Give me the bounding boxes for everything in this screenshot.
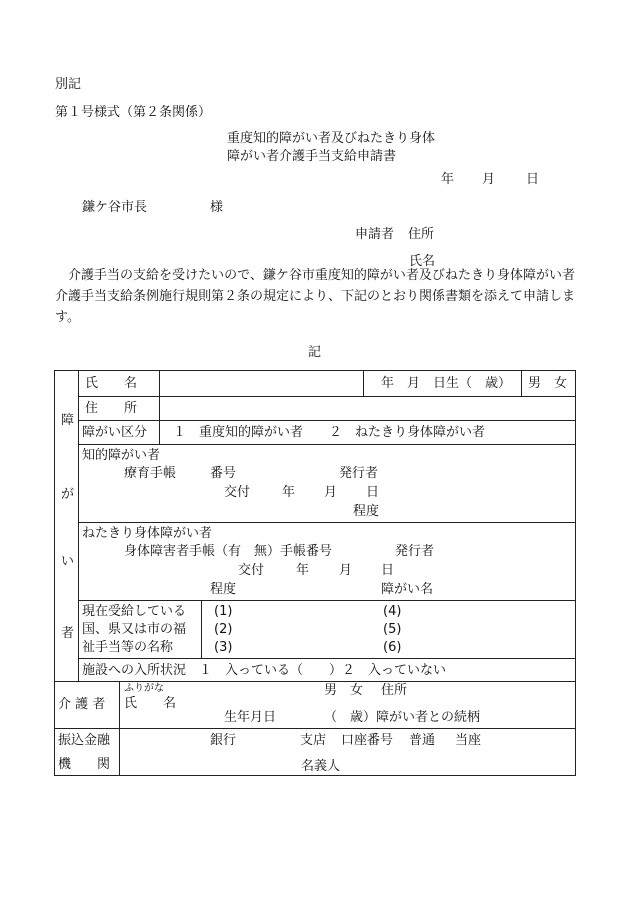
welfare-item-3: (3) — [214, 640, 233, 655]
account-holder-label: 名義人 — [301, 759, 341, 774]
address-label: 住 所 — [85, 401, 138, 416]
form-number: 第１号様式（第２条関係） — [55, 105, 212, 120]
category-label: 障がい区分 — [82, 425, 148, 440]
applicant-name-label: 氏名 — [409, 254, 436, 269]
appendix-label: 別記 — [55, 77, 82, 92]
book-year: 年 — [296, 563, 310, 578]
ryoiku-issued-label: 交付 — [224, 485, 251, 500]
table-rule — [78, 396, 576, 397]
welfare-item-1: (1) — [214, 604, 233, 619]
book-issued-label: 交付 — [238, 563, 265, 578]
welfare-item-6: (6) — [383, 640, 402, 655]
account-type-ordinary[interactable]: 普通 — [409, 733, 436, 748]
disability-book-label: 身体障害者手帳（有 無）手帳番号 — [124, 544, 333, 559]
table-rule — [78, 444, 576, 445]
application-statement: 介護手当の支給を受けたいので、鎌ケ谷市重度知的障がい者及びねたきり身体障がい者介護手当支給条例施行規則第２条の規定により、下記のとおり関係書類を添えて申請します。 — [55, 268, 576, 325]
table-rule — [78, 420, 576, 421]
account-number-label: 口座番号 — [341, 733, 394, 748]
bank-label-line2: 機 関 — [58, 757, 111, 772]
honorific: 様 — [210, 200, 224, 215]
bank-label-line1: 振込金融 — [58, 733, 111, 748]
ryoiku-degree-label: 程度 — [353, 504, 380, 519]
name-label: 氏 名 — [85, 376, 138, 391]
ryoiku-issuer-label: 発行者 — [339, 466, 379, 481]
book-issuer-label: 発行者 — [395, 544, 435, 559]
welfare-label-line3: 祉手当等の名称 — [82, 640, 174, 655]
book-degree-label: 程度 — [210, 582, 237, 597]
table-rule — [54, 728, 576, 729]
side-label-i: い — [61, 554, 75, 569]
table-rule — [78, 600, 576, 601]
applicant-label: 申請者 — [355, 227, 395, 242]
caregiver-gender[interactable]: 男 女 — [324, 683, 364, 698]
table-rule — [78, 522, 576, 523]
ryoiku-number-label: 番号 — [210, 466, 237, 481]
table-rule — [363, 370, 364, 396]
date-month: 月 — [482, 172, 496, 187]
ki-heading: 記 — [308, 345, 322, 360]
table-rule — [159, 370, 160, 444]
table-rule — [119, 681, 120, 776]
book-month: 月 — [339, 563, 353, 578]
table-rule — [521, 370, 522, 396]
birth-date-label: 年 月 日生（ 歳） — [381, 376, 512, 391]
caregiver-birth-label: 生年月日 — [224, 710, 277, 725]
category-options[interactable]: １ 重度知的障がい者 ２ ねたきり身体障がい者 — [173, 425, 486, 440]
date-year: 年 — [441, 172, 455, 187]
disability-name-label: 障がい名 — [381, 582, 434, 597]
gender-options[interactable]: 男 女 — [528, 376, 568, 391]
ryoiku-day: 日 — [366, 485, 380, 500]
caregiver-label: 介 護 者 — [58, 697, 106, 712]
table-rule — [78, 370, 79, 681]
ryoiku-month: 月 — [324, 485, 338, 500]
address-field[interactable] — [162, 398, 572, 418]
ryoiku-label: 療育手帳 — [124, 466, 177, 481]
welfare-label-line1: 現在受給している — [82, 604, 187, 619]
caregiver-furigana-label: ふりがな — [124, 683, 164, 694]
name-field[interactable] — [162, 373, 360, 393]
caregiver-address-label: 住所 — [381, 683, 408, 698]
caregiver-relation-label: （ 歳）障がい者との続柄 — [324, 710, 481, 725]
date-day: 日 — [526, 172, 540, 187]
branch-label: 支店 — [300, 733, 327, 748]
welfare-item-4: (4) — [383, 604, 402, 619]
intellectual-heading: 知的障がい者 — [82, 448, 161, 463]
table-rule — [54, 681, 576, 682]
side-label-ga: が — [61, 487, 75, 502]
bank-name-label: 銀行 — [210, 733, 237, 748]
welfare-label-line2: 国、県又は市の福 — [82, 622, 187, 637]
welfare-item-5: (5) — [383, 622, 402, 637]
table-rule — [78, 658, 576, 659]
applicant-address-label: 住所 — [408, 227, 435, 242]
side-label-sho: 障 — [61, 413, 75, 428]
caregiver-name-label: 氏 名 — [124, 696, 177, 711]
book-day: 日 — [381, 563, 395, 578]
addressee: 鎌ケ谷市長 — [82, 200, 148, 215]
facility-status[interactable]: 施設への入所状況 １ 入っている（ ）２ 入っていない — [82, 663, 447, 678]
side-label-sha: 者 — [61, 626, 75, 641]
account-type-current[interactable]: 当座 — [455, 733, 482, 748]
bedridden-heading: ねたきり身体障がい者 — [82, 526, 213, 541]
table-rule — [201, 600, 202, 658]
form-title-line2: 障がい者介護手当支給申請書 — [227, 149, 397, 164]
form-title-line1: 重度知的障がい者及びねたきり身体 — [227, 131, 436, 146]
ryoiku-year: 年 — [282, 485, 296, 500]
welfare-item-2: (2) — [214, 622, 233, 637]
